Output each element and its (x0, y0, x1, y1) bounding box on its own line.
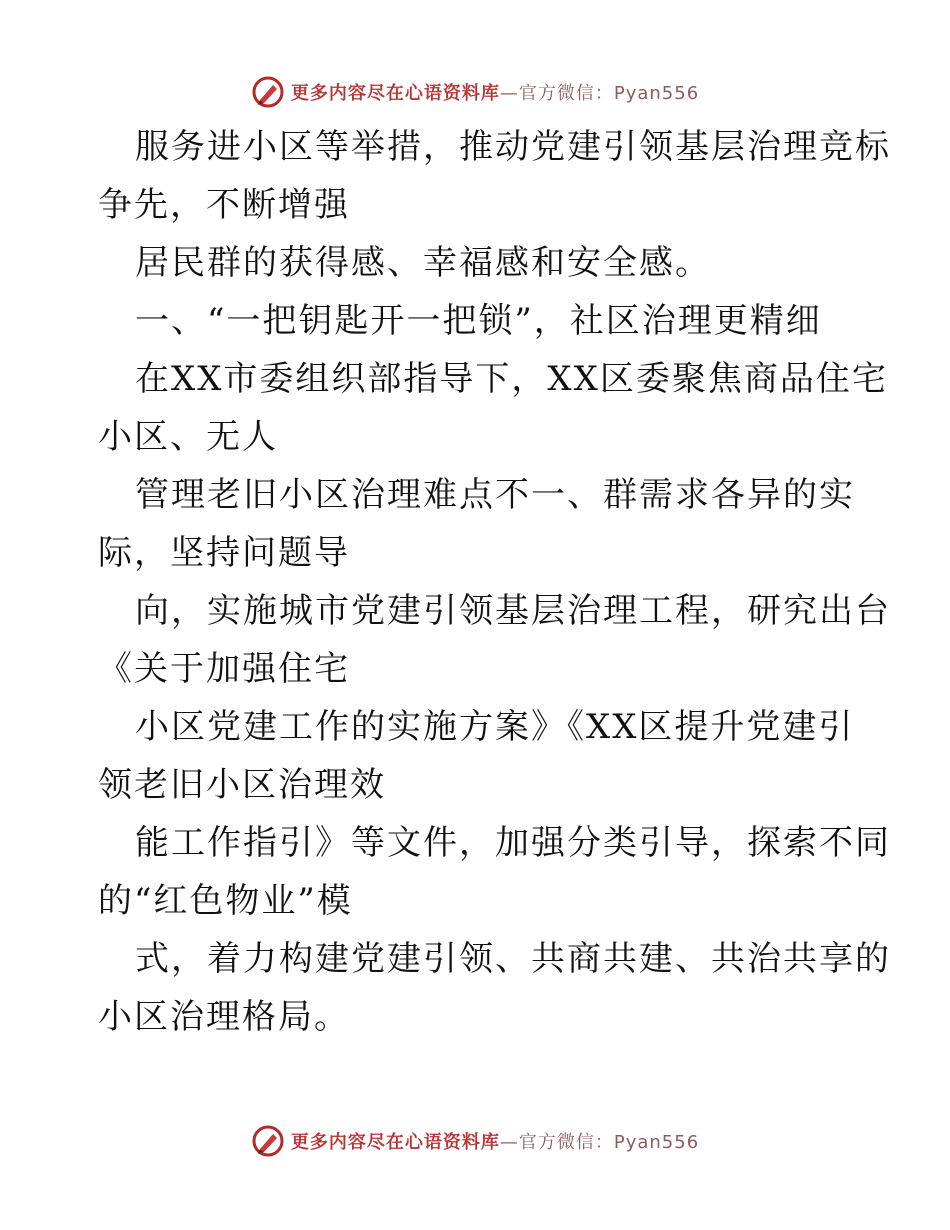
header-watermark (0, 72, 950, 112)
watermark-brand: 更多内容尽在心语资料库 (290, 83, 500, 104)
text-line: 管理老旧小区治理难点不一、群需求各异的实 (135, 475, 855, 515)
text-line: 小区、无人 (98, 417, 278, 457)
watermark-contact: 官方微信：Pyan556 (518, 1132, 700, 1153)
text-line: 式，着力构建党建引领、共商共建、共治共享的 (135, 939, 891, 979)
text-line: 的“红色物业”模 (98, 881, 353, 921)
watermark-text (291, 1128, 699, 1154)
text-line: 向，实施城市党建引领基层治理工程，研究出台 (135, 591, 891, 631)
text-line: 际，坚持问题导 (98, 533, 350, 573)
footer-watermark (0, 1121, 950, 1161)
watermark-brand: 更多内容尽在心语资料库 (290, 1132, 500, 1153)
pen-logo-icon (251, 1124, 285, 1158)
text-line: 领老旧小区治理效 (98, 765, 386, 805)
text-line: 能工作指引》等文件，加强分类引导，探索不同 (135, 823, 891, 863)
text-line: 《关于加强住宅 (98, 649, 350, 689)
text-line: 争先，不断增强 (98, 185, 350, 225)
text-line: 服务进小区等举措，推动党建引领基层治理竞标 (135, 127, 891, 167)
text-line: 在XX市委组织部指导下，XX区委聚焦商品住宅 (135, 359, 888, 399)
text-line: 小区治理格局。 (98, 997, 350, 1037)
watermark-text (291, 79, 699, 105)
text-line: 居民群的获得感、幸福感和安全感。 (135, 243, 711, 283)
document-body (98, 118, 891, 1046)
text-line: 小区党建工作的实施方案》《XX区提升党建引 (135, 707, 855, 747)
watermark-dash: — (499, 83, 519, 104)
watermark-dash: — (499, 1132, 519, 1153)
watermark-contact: 官方微信：Pyan556 (518, 83, 700, 104)
section-heading: 一、“一把钥匙开一把锁”，社区治理更精细 (135, 301, 822, 341)
pen-logo-icon (251, 75, 285, 109)
